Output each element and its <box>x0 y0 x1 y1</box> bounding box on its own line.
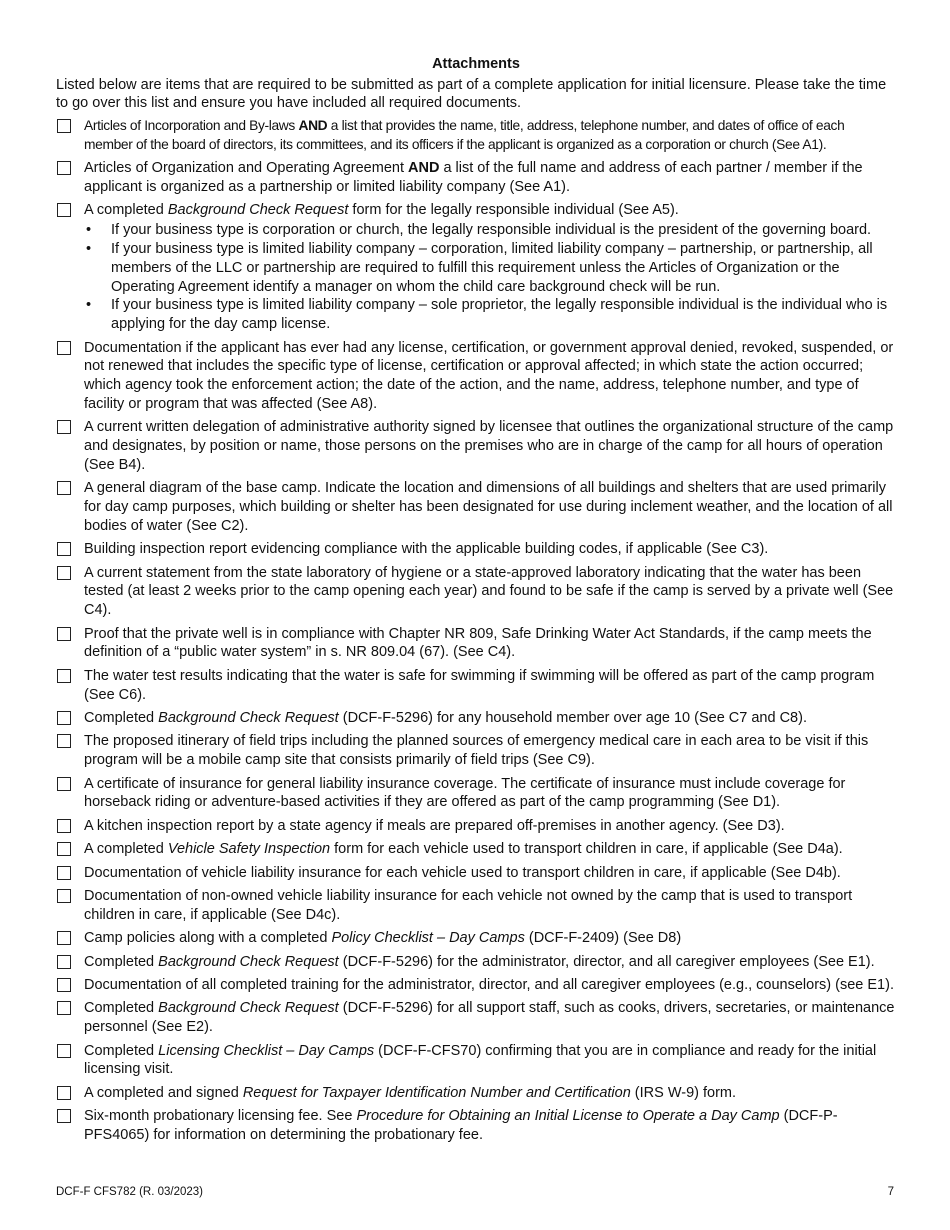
item-text-t1: Camp policies along with a completed <box>84 930 332 947</box>
item-text-i1: Policy Checklist – Day Camps <box>331 930 525 947</box>
item-text-t1: A completed <box>84 202 168 219</box>
checklist-item <box>56 709 896 728</box>
item-text-i1: Procedure for Obtaining an Initial License to Operate a Day Camp <box>356 1108 780 1125</box>
item-text-i1: Background Check Request <box>158 953 339 970</box>
item-text-t1: Documentation of vehicle liability insurance for each vehicle used to transport children in care, if applicable (See D4b). <box>84 864 841 881</box>
checklist-item <box>56 775 896 813</box>
item-text-i1: Background Check Request <box>167 202 349 219</box>
checklist-item <box>56 339 896 414</box>
item-text-t1: A current statement from the state laboratory of hygiene or a state-approved laboratory indicating that the water has been tested (at least 2 weeks prior to the camp opening each year) and found to be safe if the camp is served by a private well (See C4). <box>84 564 894 619</box>
checklist-item-text <box>84 953 896 972</box>
checklist-item <box>56 117 896 155</box>
checklist-item <box>56 479 896 535</box>
item-text-t1: Articles of Incorporation and By-laws <box>84 118 299 133</box>
page-footer <box>56 1186 894 1198</box>
bullet-item: • If your business type is limited liability company – sole proprietor, the legally responsible individual is the individual who is applying for the day camp license. <box>84 296 896 334</box>
item-text-b1: AND <box>298 118 328 133</box>
checkbox[interactable] <box>57 955 71 969</box>
checklist-item-text <box>84 1042 896 1080</box>
checklist-item <box>56 840 896 859</box>
item-text-t2: (IRS W-9) form. <box>630 1084 737 1101</box>
checklist-item-text <box>84 929 896 948</box>
item-text-t1: A completed and signed <box>84 1084 243 1101</box>
checkbox[interactable] <box>57 481 71 495</box>
checkbox[interactable] <box>57 119 71 133</box>
checklist-item-text <box>84 775 896 813</box>
checklist-item-text <box>84 117 896 155</box>
checklist-item-text <box>84 732 896 770</box>
item-text-t1: A certificate of insurance for general liability insurance coverage. The certificate of insurance must include coverage for horseback riding or adventure-based activities if they are offered as part of the camp programming (See D1). <box>84 775 846 811</box>
item-text-t2: (DCF-F-5296) for the administrator, director, and all caregiver employees (See E1). <box>338 953 875 970</box>
item-text-t2: (DCF-P-PFS4065) for information on determining the probationary fee. <box>84 1108 838 1143</box>
checklist-item-text <box>84 479 896 535</box>
item-text-t1: Completed <box>84 710 159 727</box>
intro-paragraph: Listed below are items that are required to be submitted as part of a complete application for initial licensure. Please take the time to go over this list and ensure you have included all required documents. <box>56 77 887 111</box>
checkbox[interactable] <box>57 420 71 434</box>
checklist-item-text <box>84 418 896 474</box>
bullet-item: • If your business type is limited liability company – corporation, limited liability company – partnership, or partnership, all members of the LLC or partnership are required to fulfill this requirement unless the Articles of Organization or the Operating Agreement identify a manager on whom the child care background check will be run. <box>84 240 896 296</box>
checklist-item-text <box>84 625 896 663</box>
item-text-t1: A completed <box>84 841 168 858</box>
item-text-t2: (DCF-F-5296) for any household member over age 10 (See C7 and C8). <box>338 710 807 727</box>
checkbox[interactable] <box>57 1086 71 1100</box>
item-text-t1: The proposed itinerary of field trips including the planned sources of emergency medical care in each area to be visit if this program will be a mobile camp site that consists primarily of field trips (See C9). <box>84 733 869 769</box>
item-text-t2: form for each vehicle used to transport children in care, if applicable (See D4a). <box>330 841 843 858</box>
checkbox[interactable] <box>57 889 71 903</box>
checklist-item <box>56 418 896 474</box>
checkbox[interactable] <box>57 627 71 641</box>
checklist-item-text <box>84 709 896 728</box>
checklist-item-text <box>84 864 896 883</box>
checklist-item <box>56 817 896 836</box>
item-text-t2: form for the legally responsible individual (See A5). <box>348 202 679 219</box>
checklist-item <box>56 1042 896 1080</box>
checklist-item <box>56 159 896 197</box>
checkbox[interactable] <box>57 669 71 683</box>
item-text-t1: Completed <box>84 953 159 970</box>
item-text-t1: Completed <box>84 1042 159 1059</box>
item-text-t1: Documentation if the applicant has ever had any license, certification, or government approval denied, revoked, suspended, or not renewed that includes the specific type of license, certification or approval affected; in which state the action occurred; which agency took the enforcement action; the date of the action, and the name, address, telephone number, and type of facility or program that was affected (See A8). <box>84 339 894 412</box>
page-number: 7 <box>887 1186 894 1198</box>
checklist <box>56 117 896 1145</box>
checkbox[interactable] <box>57 203 71 217</box>
item-text-t2: a list of the full name and address of each partner / member if the applicant is organized as a partnership or limited liability company (See A1). <box>84 160 863 195</box>
item-text-t2: (DCF-F-5296) for all support staff, such as cooks, drivers, secretaries, or maintenance personnel (See E2). <box>84 1000 895 1036</box>
item-text-t1: A current written delegation of administrative authority signed by licensee that outlines the organizational structure of the camp and designates, by position or name, those persons on the premises who are in charge of the camp for all hours of operation (See B4). <box>84 419 894 473</box>
checklist-item <box>56 201 896 334</box>
checklist-item <box>56 976 896 995</box>
checklist-item-text <box>84 540 896 559</box>
checklist-item <box>56 540 896 559</box>
item-text-i1: Licensing Checklist – Day Camps <box>158 1042 375 1059</box>
checklist-item-text <box>84 564 896 620</box>
item-text-t1: Building inspection report evidencing compliance with the applicable building codes, if applicable (See C3). <box>84 541 769 558</box>
document-page <box>56 55 896 1149</box>
checklist-item <box>56 999 896 1037</box>
checkbox[interactable] <box>57 161 71 175</box>
checklist-item <box>56 732 896 770</box>
checkbox[interactable] <box>57 711 71 725</box>
checklist-item-text <box>84 976 896 995</box>
item-text-i1: Background Check Request <box>158 710 339 727</box>
checkbox[interactable] <box>57 542 71 556</box>
item-text-t1: Documentation of non-owned vehicle liability insurance for each vehicle not owned by the camp that is used to transport children in care, if applicable (See D4c). <box>84 887 853 923</box>
checkbox[interactable] <box>57 866 71 880</box>
checklist-item-text <box>84 159 896 197</box>
checklist-item-text <box>84 840 896 859</box>
checkbox[interactable] <box>57 842 71 856</box>
checklist-item-text <box>84 999 896 1037</box>
checklist-item-text <box>84 817 896 836</box>
checkbox[interactable] <box>57 819 71 833</box>
checklist-item <box>56 887 896 925</box>
checklist-item-text <box>84 887 896 925</box>
checkbox[interactable] <box>57 1044 71 1058</box>
checklist-item-text <box>84 1084 896 1103</box>
item-text-t1: Six-month probationary licensing fee. See <box>84 1108 357 1125</box>
section-title: Attachments <box>432 56 520 72</box>
item-text-t1: A general diagram of the base camp. Indicate the location and dimensions of all buildings and shelters that are used primarily for day camp purposes, which building or shelter has been designated for use during inclement weather, and the location of all bodies of water (See C2). <box>84 480 893 534</box>
item-text-t2: (DCF-F-2409) (See D8) <box>524 930 682 947</box>
checkbox[interactable] <box>57 1001 71 1015</box>
checklist-item <box>56 953 896 972</box>
checkbox[interactable] <box>57 777 71 791</box>
item-text-t1: Completed <box>84 1000 159 1017</box>
checkbox[interactable] <box>57 978 71 992</box>
item-text-t1: A kitchen inspection report by a state agency if meals are prepared off-premises in another agency. (See D3). <box>84 817 785 834</box>
item-text-t1: Proof that the private well is in compliance with Chapter NR 809, Safe Drinking Water Act Standards, if the camp meets the definition of a “public water system” in s. NR 809.04 (67). (See C4). <box>84 625 872 661</box>
item-text-i1: Background Check Request <box>158 1000 339 1017</box>
checklist-item <box>56 1107 896 1145</box>
checklist-item-text <box>84 339 896 414</box>
checkbox[interactable] <box>57 341 71 355</box>
item-text-b1: AND <box>408 160 440 177</box>
item-text-t1: The water test results indicating that the water is safe for swimming if swimming will be offered as part of the camp program (See C6). <box>84 667 875 703</box>
checkbox[interactable] <box>57 566 71 580</box>
checklist-item-text <box>84 667 896 705</box>
checklist-item-text <box>84 201 896 334</box>
checklist-item <box>56 564 896 620</box>
checkbox[interactable] <box>57 931 71 945</box>
checklist-item <box>56 667 896 705</box>
item-text-i1: Request for Taxpayer Identification Number and Certification <box>242 1084 631 1101</box>
checkbox[interactable] <box>57 1109 71 1123</box>
bullet-item: • If your business type is corporation or church, the legally responsible individual is the president of the governing board. <box>84 221 896 240</box>
item-text-t1: Articles of Organization and Operating Agreement <box>84 160 409 177</box>
bullet-list <box>84 221 896 334</box>
item-text-t1: Documentation of all completed training for the administrator, director, and all caregiver employees (e.g., counselors) (see E1). <box>84 976 894 993</box>
item-text-t2: (DCF-F-CFS70) confirming that you are in compliance and ready for the initial licensing visit. <box>84 1042 877 1078</box>
item-text-i1: Vehicle Safety Inspection <box>167 841 331 858</box>
item-text-t2: a list that provides the name, title, address, telephone number, and dates of office of each member of the board of directors, its committees, and its officers if the applicant is organized as a corporation or church (See A1). <box>84 118 845 152</box>
checklist-item-text <box>84 1107 896 1145</box>
checklist-item <box>56 1084 896 1103</box>
checkbox[interactable] <box>57 734 71 748</box>
checklist-item <box>56 929 896 948</box>
form-id: DCF-F CFS782 (R. 03/2023) <box>56 1186 203 1198</box>
checklist-item <box>56 864 896 883</box>
checklist-item <box>56 625 896 663</box>
